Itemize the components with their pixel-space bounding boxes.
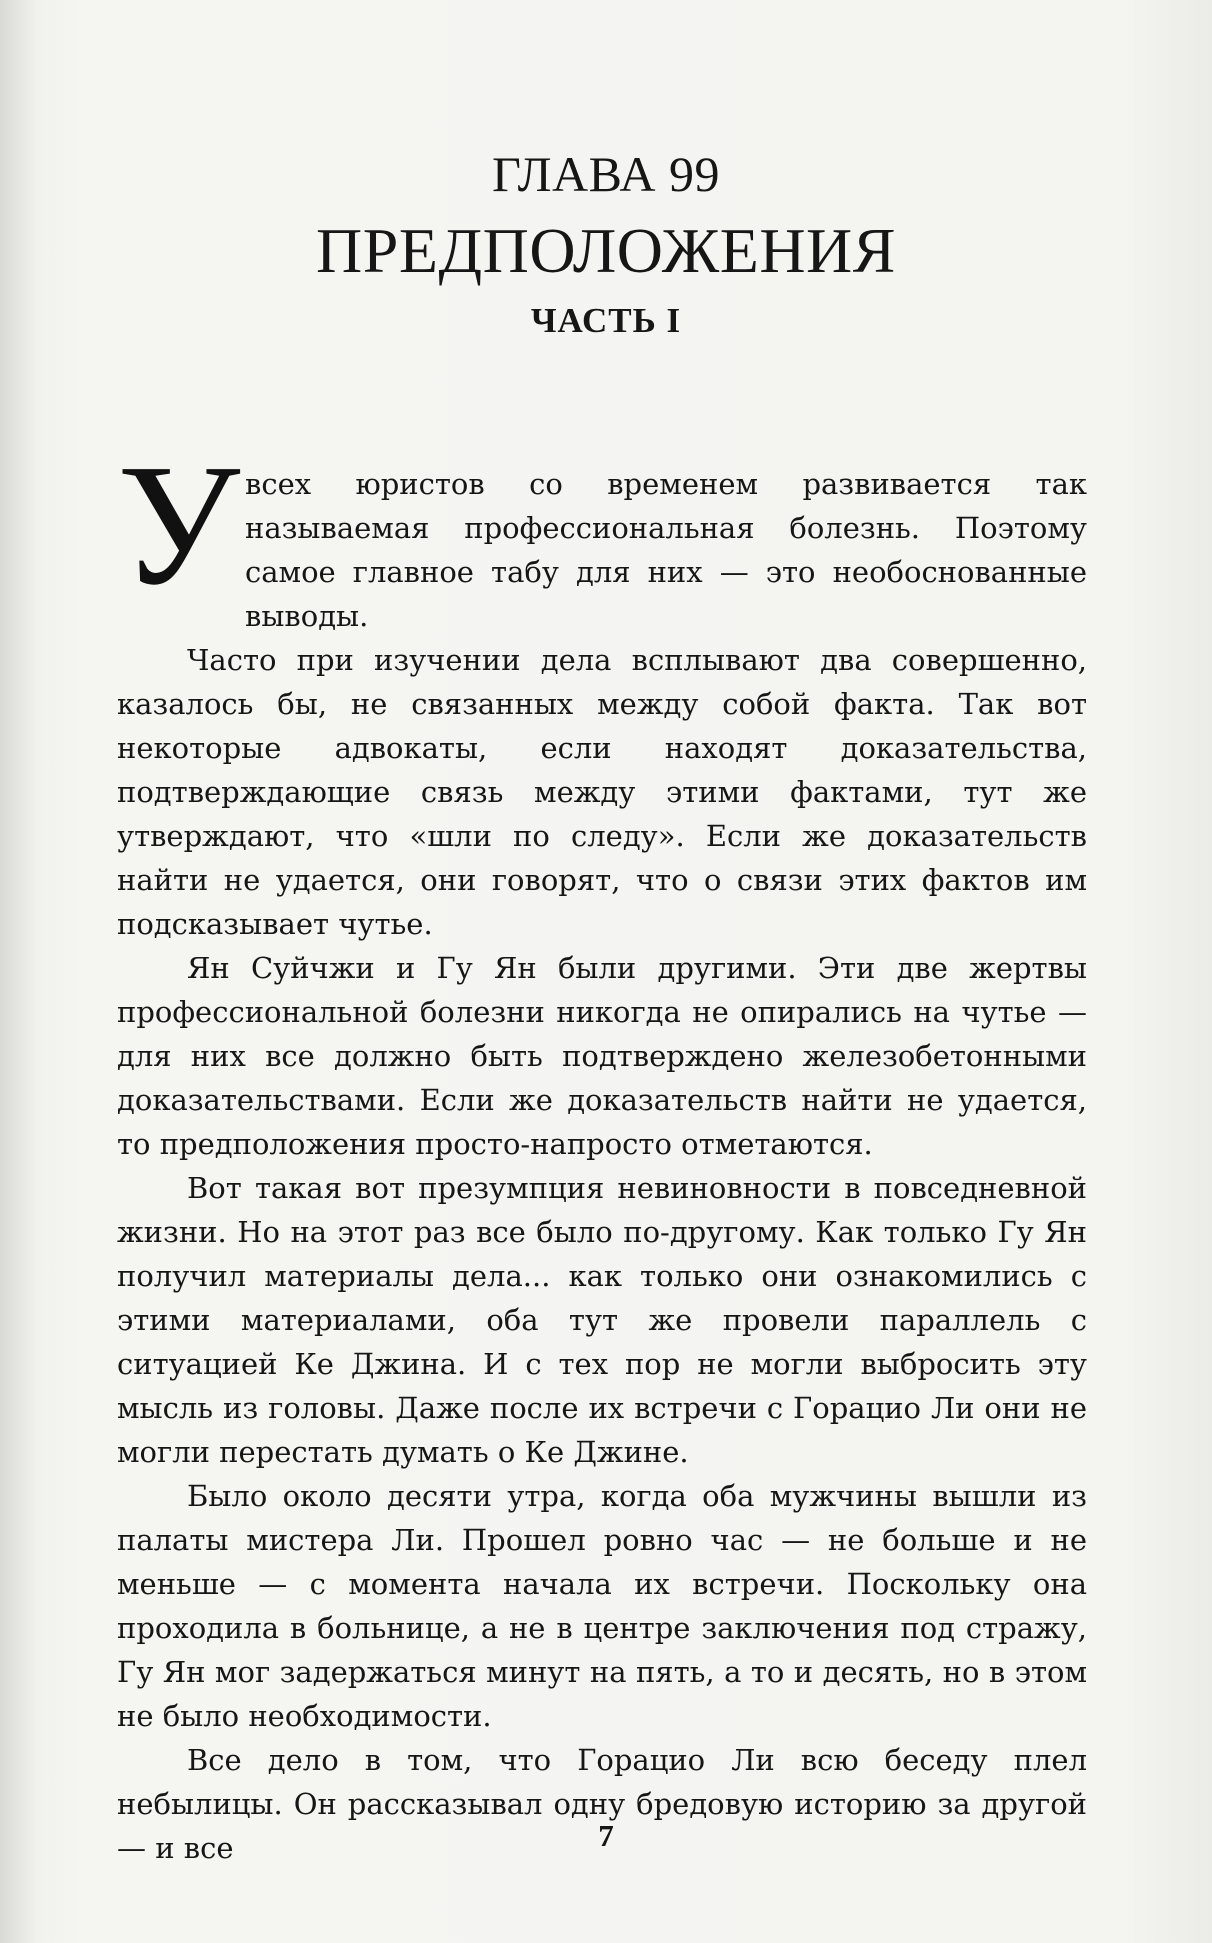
drop-cap: У <box>117 428 241 621</box>
paragraph-4: Было около десяти утра, когда оба мужчины вышли из палаты мистера Ли. Прошел ровно час — не больше и не меньше — с момента начала их встречи. Поскольку она проходила в больнице, а не в центре заключения под стражу, Гу Ян мог задержаться минут на пять, а то и десять, но в этом не было необходимости. <box>117 1479 1087 1733</box>
chapter-part: ЧАСТЬ I <box>530 301 682 340</box>
paragraph-1: Часто при изучении дела всплывают два совершенно, казалось бы, не связанных между собой факта. Так вот некоторые адвокаты, если находят доказательства, подтверждающие связь между этими фактами, тут же утверждают, что «шли по следу». Если же доказательств найти не удается, они говорят, что о связи этих фактов им подсказывает чутье. <box>117 643 1087 941</box>
paragraph-5: Все дело в том, что Горацио Ли всю беседу плел небылицы. Он рассказывал одну бредовую историю за другой — и все <box>117 1743 1087 1865</box>
opening-paragraph <box>117 428 1087 638</box>
paragraph-3: Вот такая вот презумпция невиновности в повседневной жизни. Но на этот раз все было по-другому. Как только Гу Ян получил материалы дела... как только они ознакомились с этими материалами, оба тут же провели параллель с ситуацией Ке Джина. И с тех пор не могли выбросить эту мысль из головы. Даже после их встречи с Горацио Ли они не могли перестать думать о Ке Джине. <box>117 1171 1087 1469</box>
chapter-body <box>117 428 1087 1870</box>
chapter-number: ГЛАВА 99 <box>492 146 720 202</box>
chapter-title: ПРЕДПОЛОЖЕНИЯ <box>316 215 896 286</box>
paragraph-2: Ян Суйчжи и Гу Ян были другими. Эти две жертвы профессиональной болезни никогда не опирались на чутье — для них все должно быть подтверждено железобетонными доказательствами. Если же доказательств найти не удается, то предположения просто-напросто отметаются. <box>117 951 1087 1161</box>
page-number: 7 <box>598 1818 614 1853</box>
opening-paragraph-text: всех юристов со временем развивается так называемая профессиональная болезнь. Поэтому самое главное табу для них — это необоснованные выводы. <box>245 467 1087 633</box>
